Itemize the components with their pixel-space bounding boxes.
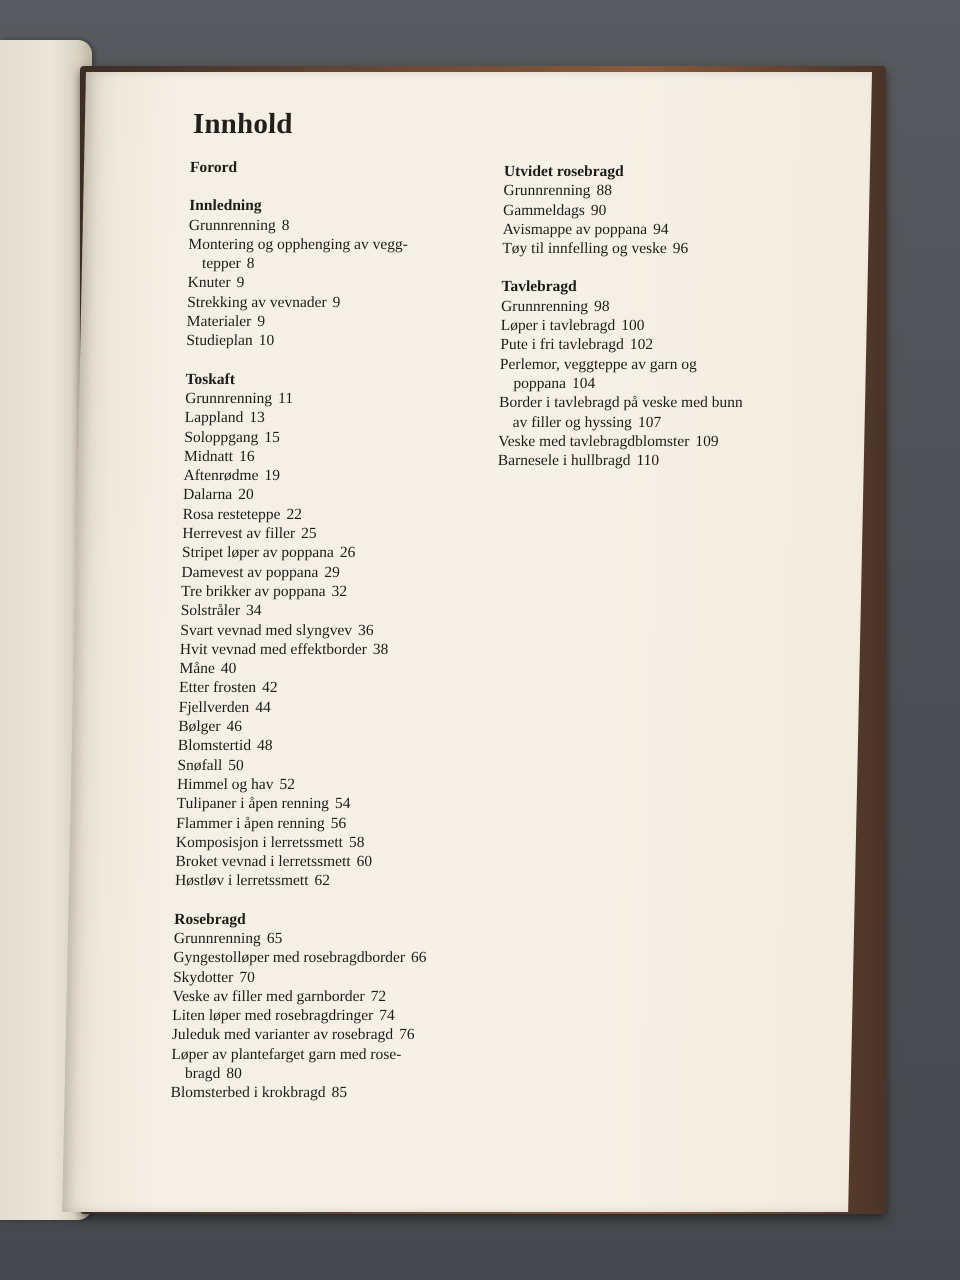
entry-page-number: 96 [672, 240, 689, 258]
entry-page-number: 19 [264, 467, 281, 485]
section-heading: Toskaft [185, 370, 236, 388]
toc-entry [187, 312, 487, 331]
toc-entry [499, 393, 799, 412]
entry-title: Studieplan [186, 332, 253, 350]
left-column [170, 158, 490, 1122]
entry-title: Blomsterbed i krokbragd [170, 1084, 326, 1102]
toc-entry-continued [188, 254, 488, 273]
entry-title-continued: av filler og hyssing [512, 413, 633, 431]
entry-title: Juleduk med varianter av rosebragd [171, 1026, 394, 1044]
entry-title: Broket vevnad i lerretssmett [175, 853, 351, 871]
entry-page-number: 66 [410, 949, 427, 967]
entry-title: Snøfall [177, 756, 223, 774]
entry-page-number: 72 [370, 987, 387, 1005]
section-heading: Forord [189, 159, 238, 176]
entry-title: Montering og opphenging av vegg- [188, 235, 409, 253]
entry-page-number: 13 [249, 409, 265, 427]
entry-page-number: 16 [238, 447, 255, 465]
toc-entry [172, 987, 472, 1006]
entry-title: Barnesele i hullbragd [497, 452, 631, 470]
entry-title: Grunnrenning [503, 182, 591, 200]
entry-page-number: 88 [596, 182, 613, 200]
entry-title: Grunnrenning [188, 216, 276, 234]
entry-title: Bølger [178, 718, 221, 736]
entry-title: Tulipaner i åpen renning [176, 795, 330, 813]
entry-title: Dalarna [182, 486, 233, 504]
entry-title: Solstråler [180, 602, 241, 620]
entry-page-number: 40 [220, 660, 237, 678]
toc-entry [500, 335, 800, 354]
entry-title: Damevest av poppana [181, 563, 319, 581]
entry-page-number: 9 [257, 313, 266, 331]
entry-page-number: 38 [372, 640, 389, 658]
toc-entry [502, 239, 802, 258]
entry-page-number: 56 [330, 814, 347, 832]
page-title: Innhold [192, 108, 294, 140]
entry-title: Blomstertid [177, 737, 252, 755]
entry-title: Grunnrenning [184, 389, 273, 407]
toc-section [190, 158, 490, 177]
entry-page-number: 50 [228, 756, 244, 774]
entry-title: Flammer i åpen renning [176, 814, 325, 832]
entry-page-number: 46 [226, 718, 243, 736]
entry-page-number: 48 [256, 737, 273, 755]
toc-section [175, 370, 486, 891]
toc-entry [177, 775, 477, 794]
toc-entry [177, 756, 477, 775]
toc-entry [185, 389, 485, 408]
entry-page-number: 102 [629, 336, 654, 354]
toc-entry [172, 1025, 472, 1044]
toc-entry [178, 717, 478, 736]
toc-entry [170, 1083, 470, 1102]
entry-title: Pute i fri tavlebragd [500, 336, 624, 354]
entry-page-number: 90 [590, 201, 607, 219]
entry-title: Grunnrenning [500, 297, 589, 315]
toc-entry-continued [498, 413, 798, 432]
entry-page-number: 9 [332, 293, 341, 311]
entry-title: Fjellverden [178, 698, 250, 716]
toc-entry [503, 201, 803, 220]
toc-section [502, 162, 804, 258]
entry-page-number: 60 [356, 853, 373, 871]
entry-page-number: 85 [331, 1084, 348, 1102]
entry-page-number: 42 [261, 679, 278, 697]
entry-page-number: 8 [281, 216, 290, 234]
entry-title-continued: bragd [184, 1065, 221, 1083]
entry-page-number: 104 [571, 374, 596, 392]
toc-entry [503, 181, 803, 200]
entry-title: Løper i tavlebragd [500, 317, 616, 335]
entry-page-number: 26 [339, 544, 356, 562]
entry-page-number: 100 [620, 317, 645, 335]
entry-page-number: 80 [226, 1065, 242, 1083]
section-heading: Utvidet rosebragd [503, 163, 624, 180]
toc-entry [183, 466, 483, 485]
toc-entry [176, 794, 476, 813]
entry-page-number: 22 [286, 505, 303, 523]
entry-page-number: 65 [266, 929, 283, 947]
entry-title: Perlemor, veggteppe av garn og [499, 355, 697, 373]
entry-page-number: 29 [324, 563, 341, 581]
entry-page-number: 76 [398, 1026, 415, 1044]
toc-entry [175, 852, 475, 871]
toc-entry [179, 659, 479, 678]
toc-entry [181, 601, 481, 620]
toc-entry [187, 273, 487, 292]
entry-title: Strekking av vevnader [186, 293, 327, 311]
entry-title-continued: tepper [201, 255, 241, 273]
entry-title: Komposisjon i lerretssmett [175, 833, 344, 851]
toc-section [186, 196, 489, 350]
entry-page-number: 54 [334, 795, 351, 813]
entry-title: Avismappe av poppana [502, 220, 648, 238]
entry-title: Liten løper med rosebragdringer [172, 1007, 374, 1025]
entry-title: Gammeldags [502, 201, 586, 219]
entry-page-number: 25 [300, 525, 317, 543]
entry-title: Materialer [186, 313, 252, 331]
toc-entry [173, 968, 473, 987]
toc-entry [186, 331, 486, 350]
entry-title: Herrevest av filler [182, 525, 296, 543]
entry-title: Veske med tavlebragdblomster [498, 432, 690, 450]
entry-title: Skydotter [172, 968, 234, 986]
entry-page-number: 62 [314, 872, 331, 890]
right-column [497, 162, 804, 489]
entry-page-number: 109 [695, 432, 719, 450]
toc-entry [183, 485, 483, 504]
entry-page-number: 20 [238, 486, 254, 504]
toc-entry [181, 563, 481, 582]
entry-title: Rosa resteteppe [182, 505, 281, 523]
entry-title: Tøy til innfelling og veske [502, 240, 667, 258]
page-text-area [162, 72, 866, 1212]
entry-title: Himmel og hav [176, 775, 274, 793]
entry-page-number: 9 [236, 274, 245, 292]
toc-entry [501, 297, 801, 316]
toc-entry [172, 1006, 472, 1025]
toc-entry [175, 871, 475, 890]
entry-page-number: 52 [279, 775, 296, 793]
toc-entry [189, 216, 489, 235]
toc-entry [185, 408, 485, 427]
entry-page-number: 15 [264, 428, 281, 446]
toc-entry [176, 814, 476, 833]
entry-title-continued: poppana [513, 374, 567, 392]
toc-entry [182, 543, 482, 562]
toc-entry [181, 582, 481, 601]
entry-title: Måne [179, 660, 215, 678]
toc-section [170, 910, 474, 1103]
entry-title: Border i tavlebragd på veske med bunn [498, 394, 743, 412]
entry-page-number: 70 [239, 968, 256, 986]
entry-title: Veske av filler med garnborder [172, 987, 365, 1005]
entry-title: Soloppgang [184, 428, 259, 446]
entry-page-number: 34 [245, 602, 262, 620]
entry-page-number: 44 [255, 698, 271, 716]
entry-page-number: 32 [331, 582, 348, 600]
toc-entry [174, 929, 474, 948]
entry-title: Stripet løper av poppana [181, 544, 335, 562]
section-heading: Innledning [189, 197, 262, 215]
toc-entry [188, 235, 488, 254]
entry-title: Hvit vevnad med effektborder [179, 640, 368, 658]
entry-title: Etter frosten [178, 679, 257, 697]
entry-page-number: 74 [379, 1007, 395, 1025]
entry-page-number: 58 [348, 833, 365, 851]
entry-title: Gyngestolløper med rosebragdborder [173, 949, 406, 967]
toc-entry [184, 447, 484, 466]
toc-entry [498, 451, 798, 470]
toc-entry [498, 432, 798, 451]
entry-page-number: 110 [636, 452, 660, 470]
entry-page-number: 98 [593, 297, 610, 315]
toc-entry [500, 316, 800, 335]
entry-title: Svart vevnad med slyngvev [180, 621, 353, 639]
toc-entry [500, 355, 800, 374]
entry-title: Knuter [187, 274, 231, 292]
toc-entry [173, 948, 473, 967]
toc-entry [180, 640, 480, 659]
entry-page-number: 11 [277, 389, 294, 407]
toc-entry [182, 524, 482, 543]
contents-page [62, 72, 872, 1212]
entry-title: Aftenrødme [183, 467, 259, 485]
entry-title: Tre brikker av poppana [180, 582, 326, 600]
toc-entry [502, 220, 802, 239]
toc-entry [179, 678, 479, 697]
toc-entry [187, 293, 487, 312]
toc-entry [180, 621, 480, 640]
toc-entry [183, 505, 483, 524]
section-heading: Tavlebragd [501, 278, 577, 296]
entry-page-number: 10 [258, 332, 275, 350]
entry-title: Høstløv i lerretssmett [174, 872, 309, 890]
entry-title: Grunnrenning [173, 929, 261, 947]
entry-title: Midnatt [183, 447, 234, 465]
entry-page-number: 8 [246, 255, 255, 273]
entry-title: Lappland [184, 409, 244, 427]
toc-section [498, 277, 802, 470]
toc-entry [184, 428, 484, 447]
toc-entry-continued [171, 1064, 471, 1083]
section-heading: Rosebragd [174, 910, 246, 928]
entry-page-number: 107 [637, 413, 662, 431]
toc-entry [171, 1045, 471, 1064]
toc-entry [178, 736, 478, 755]
entry-page-number: 94 [652, 220, 669, 238]
entry-title: Løper av plantefarget garn med rose- [171, 1045, 402, 1063]
toc-entry-continued [499, 374, 799, 393]
toc-entry [178, 698, 478, 717]
entry-page-number: 36 [357, 621, 374, 639]
toc-entry [176, 833, 476, 852]
